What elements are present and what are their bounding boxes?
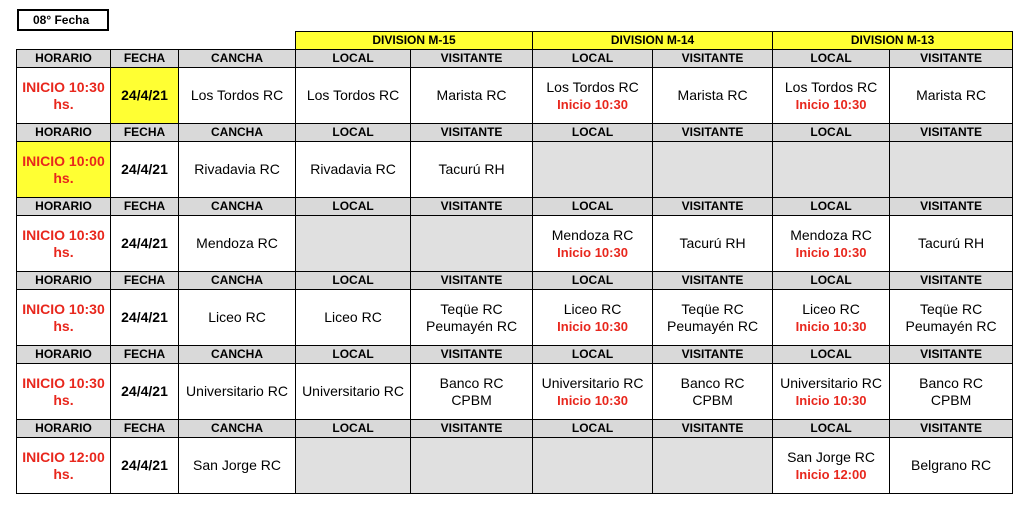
visitante-team-cell xyxy=(890,438,1013,494)
horario-line: INICIO 10:30 xyxy=(22,226,105,243)
local-start-time: Inicio 10:30 xyxy=(795,96,867,112)
empty-local-cell xyxy=(533,438,653,494)
local-header: LOCAL xyxy=(773,124,890,142)
horario-cell xyxy=(17,68,111,124)
visitante-team-name: Belgrano RC xyxy=(910,457,992,473)
visitante-header: VISITANTE xyxy=(653,346,773,364)
visitante-header: VISITANTE xyxy=(653,420,773,438)
visitante-team-cell xyxy=(890,68,1013,124)
fecha-header: FECHA xyxy=(111,272,179,290)
visitante-team-name: Teqüe RC xyxy=(919,300,983,317)
fecha-header: FECHA xyxy=(111,50,179,68)
horario-header: HORARIO xyxy=(17,50,111,68)
local-header: LOCAL xyxy=(773,50,890,68)
local-team-name: Universitario RC xyxy=(302,383,404,399)
horario-cell xyxy=(17,142,111,198)
local-header: LOCAL xyxy=(296,420,411,438)
cancha-cell: Universitario RC xyxy=(179,364,296,420)
local-header: LOCAL xyxy=(296,346,411,364)
empty-visitante-cell xyxy=(411,216,533,272)
division-m13-header: DIVISION M-13 xyxy=(773,32,1013,50)
local-team-cell xyxy=(773,364,890,420)
column-header-row xyxy=(17,124,1013,142)
local-header: LOCAL xyxy=(773,272,890,290)
visitante-team-cell xyxy=(653,364,773,420)
match-row xyxy=(17,68,1013,124)
visitante-team-name: Marista RC xyxy=(677,87,748,103)
visitante-header: VISITANTE xyxy=(411,124,533,142)
cancha-header: CANCHA xyxy=(179,420,296,438)
local-header: LOCAL xyxy=(533,198,653,216)
horario-line: hs. xyxy=(53,391,74,408)
column-header-row xyxy=(17,420,1013,438)
empty-local-cell xyxy=(533,142,653,198)
horario-line: INICIO 10:30 xyxy=(22,374,105,391)
fecha-header: FECHA xyxy=(111,420,179,438)
visitante-team-name: Teqüe RC xyxy=(440,300,503,317)
match-row xyxy=(17,216,1013,272)
cancha-header: CANCHA xyxy=(179,346,296,364)
local-team-name: Los Tordos RC xyxy=(546,78,639,95)
local-team-cell xyxy=(296,142,411,198)
visitante-team-name: Banco RC xyxy=(439,374,504,391)
visitante-team-name: Tacurú RH xyxy=(679,235,746,251)
match-row xyxy=(17,142,1013,198)
local-header: LOCAL xyxy=(773,198,890,216)
cancha-cell: San Jorge RC xyxy=(179,438,296,494)
local-header: LOCAL xyxy=(533,124,653,142)
local-team-cell xyxy=(296,68,411,124)
visitante-team-cell xyxy=(653,216,773,272)
visitante-team-cell xyxy=(890,364,1013,420)
fecha-cell: 24/4/21 xyxy=(111,68,179,124)
match-row xyxy=(17,438,1013,494)
local-header: LOCAL xyxy=(533,50,653,68)
local-team-cell xyxy=(773,68,890,124)
local-team-name: Los Tordos RC xyxy=(784,78,878,95)
local-start-time: Inicio 10:30 xyxy=(795,318,867,334)
visitante-team-name: Banco RC xyxy=(680,374,745,391)
fecha-cell: 24/4/21 xyxy=(111,142,179,198)
visitante-header: VISITANTE xyxy=(890,124,1013,142)
visitante-header: VISITANTE xyxy=(890,50,1013,68)
visitante-team-cell xyxy=(653,290,773,346)
visitante-team-name: Peumayén RC xyxy=(905,317,997,334)
visitante-header: VISITANTE xyxy=(411,346,533,364)
horario-line: hs. xyxy=(53,317,74,334)
local-team-name: Liceo RC xyxy=(324,309,382,325)
local-team-cell xyxy=(533,68,653,124)
horario-header: HORARIO xyxy=(17,198,111,216)
local-header: LOCAL xyxy=(296,272,411,290)
empty-visitante-cell xyxy=(890,142,1013,198)
horario-cell xyxy=(17,290,111,346)
local-team-name: Universitario RC xyxy=(541,374,644,391)
local-start-time: Inicio 10:30 xyxy=(795,244,867,260)
visitante-team-name: Tacurú RH xyxy=(918,235,985,251)
local-team-name: San Jorge RC xyxy=(787,448,876,465)
horario-cell xyxy=(17,438,111,494)
empty-local-cell xyxy=(296,438,411,494)
fecha-number-label: 08° Fecha xyxy=(17,9,109,31)
local-header: LOCAL xyxy=(296,50,411,68)
blank-corner xyxy=(17,32,296,50)
local-team-cell xyxy=(533,216,653,272)
visitante-team-name: Tacurú RH xyxy=(438,161,505,177)
local-start-time: Inicio 10:30 xyxy=(795,392,867,408)
local-team-cell xyxy=(773,216,890,272)
local-team-cell xyxy=(533,364,653,420)
cancha-header: CANCHA xyxy=(179,124,296,142)
horario-line: INICIO 10:00 xyxy=(22,152,105,169)
fecha-cell: 24/4/21 xyxy=(111,216,179,272)
cancha-header: CANCHA xyxy=(179,272,296,290)
visitante-team-cell xyxy=(411,290,533,346)
visitante-header: VISITANTE xyxy=(653,50,773,68)
empty-local-cell xyxy=(296,216,411,272)
horario-cell xyxy=(17,216,111,272)
horario-line: hs. xyxy=(53,243,74,260)
visitante-team-cell xyxy=(411,68,533,124)
match-row xyxy=(17,290,1013,346)
fecha-cell: 24/4/21 xyxy=(111,364,179,420)
local-header: LOCAL xyxy=(296,198,411,216)
horario-line: INICIO 10:30 xyxy=(22,78,105,95)
visitante-header: VISITANTE xyxy=(890,198,1013,216)
fecha-cell: 24/4/21 xyxy=(111,438,179,494)
visitante-header: VISITANTE xyxy=(411,420,533,438)
fixture-table xyxy=(16,31,1013,494)
visitante-header: VISITANTE xyxy=(890,272,1013,290)
visitante-team-name: CPBM xyxy=(692,391,733,408)
local-start-time: Inicio 10:30 xyxy=(557,244,628,260)
visitante-team-cell xyxy=(411,364,533,420)
local-header: LOCAL xyxy=(773,346,890,364)
column-header-row xyxy=(17,272,1013,290)
local-start-time: Inicio 10:30 xyxy=(557,392,628,408)
horario-header: HORARIO xyxy=(17,124,111,142)
empty-visitante-cell xyxy=(411,438,533,494)
local-start-time: Inicio 10:30 xyxy=(557,318,628,334)
division-header-row xyxy=(17,32,1013,50)
horario-line: INICIO 12:00 xyxy=(22,448,105,465)
local-start-time: Inicio 10:30 xyxy=(557,96,628,112)
column-header-row xyxy=(17,50,1013,68)
local-header: LOCAL xyxy=(533,272,653,290)
local-team-name: Liceo RC xyxy=(563,300,622,317)
visitante-header: VISITANTE xyxy=(890,420,1013,438)
visitante-header: VISITANTE xyxy=(890,346,1013,364)
local-team-name: Mendoza RC xyxy=(551,226,634,243)
visitante-team-name: CPBM xyxy=(451,391,492,408)
local-team-cell xyxy=(773,438,890,494)
visitante-team-name: Peumayén RC xyxy=(667,317,759,334)
empty-visitante-cell xyxy=(653,438,773,494)
horario-line: hs. xyxy=(53,465,74,482)
visitante-team-name: Peumayén RC xyxy=(426,317,518,334)
visitante-team-name: Marista RC xyxy=(436,87,507,103)
visitante-header: VISITANTE xyxy=(653,272,773,290)
local-start-time: Inicio 12:00 xyxy=(795,466,867,482)
column-header-row xyxy=(17,198,1013,216)
column-header-row xyxy=(17,346,1013,364)
horario-line: hs. xyxy=(53,169,74,186)
horario-header: HORARIO xyxy=(17,420,111,438)
visitante-team-name: Banco RC xyxy=(919,374,983,391)
local-team-cell xyxy=(296,364,411,420)
visitante-header: VISITANTE xyxy=(411,50,533,68)
local-team-name: Rivadavia RC xyxy=(310,161,396,177)
cancha-cell: Liceo RC xyxy=(179,290,296,346)
local-team-name: Liceo RC xyxy=(802,300,860,317)
local-team-cell xyxy=(296,290,411,346)
horario-header: HORARIO xyxy=(17,272,111,290)
visitante-header: VISITANTE xyxy=(411,198,533,216)
local-team-cell xyxy=(773,290,890,346)
local-header: LOCAL xyxy=(533,420,653,438)
visitante-team-name: Marista RC xyxy=(916,87,987,103)
local-team-name: Universitario RC xyxy=(780,374,883,391)
horario-cell xyxy=(17,364,111,420)
horario-line: hs. xyxy=(53,95,74,112)
visitante-team-name: CPBM xyxy=(930,391,972,408)
fecha-cell: 24/4/21 xyxy=(111,290,179,346)
visitante-header: VISITANTE xyxy=(411,272,533,290)
empty-local-cell xyxy=(773,142,890,198)
local-header: LOCAL xyxy=(296,124,411,142)
visitante-header: VISITANTE xyxy=(653,198,773,216)
division-m15-header: DIVISION M-15 xyxy=(296,32,533,50)
division-m14-header: DIVISION M-14 xyxy=(533,32,773,50)
fecha-header: FECHA xyxy=(111,198,179,216)
visitante-header: VISITANTE xyxy=(653,124,773,142)
empty-visitante-cell xyxy=(653,142,773,198)
cancha-cell: Mendoza RC xyxy=(179,216,296,272)
visitante-team-cell xyxy=(653,68,773,124)
fecha-header: FECHA xyxy=(111,124,179,142)
local-team-cell xyxy=(533,290,653,346)
visitante-team-cell xyxy=(890,290,1013,346)
cancha-cell: Los Tordos RC xyxy=(179,68,296,124)
cancha-header: CANCHA xyxy=(179,50,296,68)
visitante-team-cell xyxy=(890,216,1013,272)
local-team-name: Mendoza RC xyxy=(790,226,872,243)
local-team-name: Los Tordos RC xyxy=(306,87,400,103)
visitante-team-name: Teqüe RC xyxy=(681,300,744,317)
local-header: LOCAL xyxy=(773,420,890,438)
horario-header: HORARIO xyxy=(17,346,111,364)
fecha-header: FECHA xyxy=(111,346,179,364)
visitante-team-cell xyxy=(411,142,533,198)
cancha-cell: Rivadavia RC xyxy=(179,142,296,198)
horario-line: INICIO 10:30 xyxy=(22,300,105,317)
local-header: LOCAL xyxy=(533,346,653,364)
cancha-header: CANCHA xyxy=(179,198,296,216)
match-row xyxy=(17,364,1013,420)
